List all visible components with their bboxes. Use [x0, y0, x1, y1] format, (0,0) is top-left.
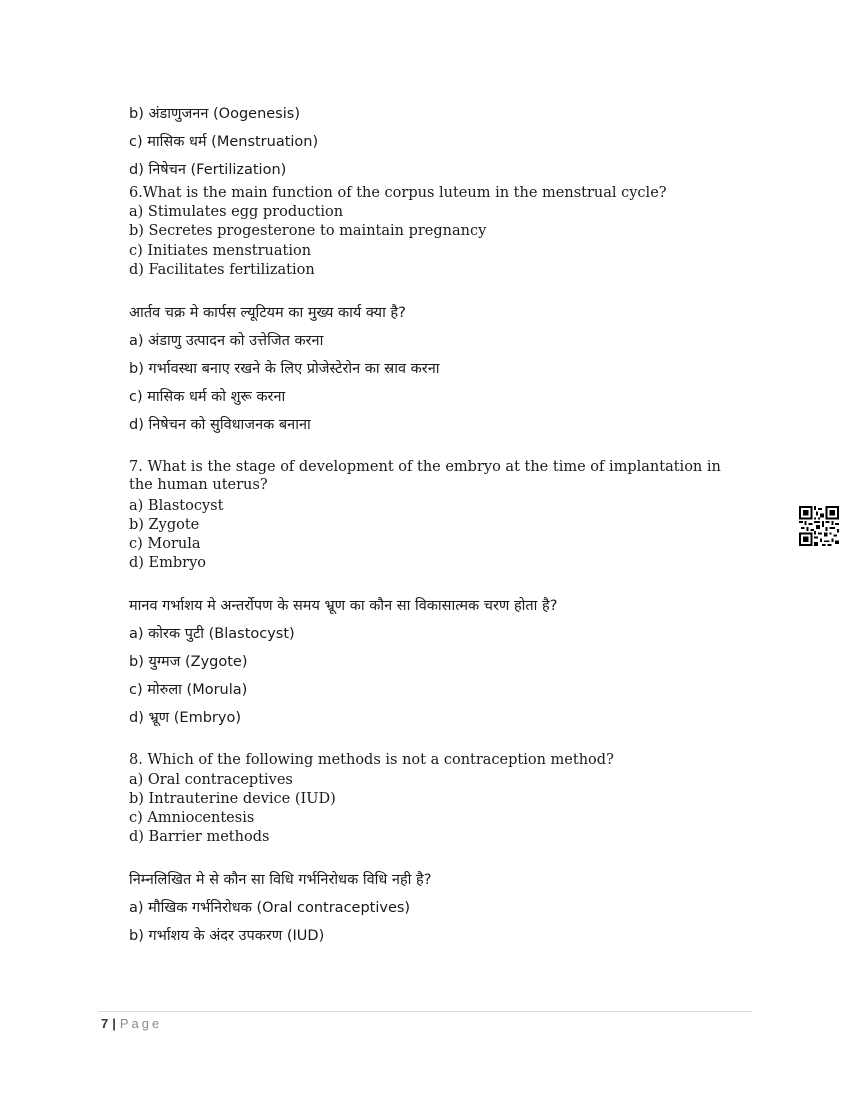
q8-option-b-hi: b) गर्भाशय के अंदर उपकरण (IUD): [129, 928, 325, 944]
q8-option-a-hi: a) मौखिक गर्भनिरोधक (Oral contraceptives): [129, 900, 411, 916]
page-number: 7: [101, 1016, 109, 1031]
q7-option-b-en: b) Zygote: [129, 517, 200, 533]
q7-option-d-hi: d) भ्रूण (Embryo): [129, 710, 241, 726]
q7-question-en: 7. What is the stage of development of the embryo at the time of implantation in the human uterus?: [129, 459, 721, 493]
q6-option-d-hi: d) निषेचन को सुविधाजनक बनाना: [129, 417, 311, 433]
q6-question-en: 6.What is the main function of the corpus luteum in the menstrual cycle?: [129, 185, 667, 201]
footer-separator: |: [112, 1016, 116, 1031]
q6-option-b-en: b) Secretes progesterone to maintain pregnancy: [129, 223, 487, 239]
q7-question-hi: मानव गर्भाशय मे अन्तर्रोपण के समय भ्रूण का कौन सा विकासात्मक चरण होता है?: [129, 598, 558, 614]
q6-option-d-en: d) Facilitates fertilization: [129, 262, 315, 278]
footer-divider: [98, 1011, 752, 1012]
q6-option-c-hi: c) मासिक धर्म को शुरू करना: [129, 389, 286, 405]
q7-option-a-hi: a) कोरक पुटी (Blastocyst): [129, 626, 295, 642]
q8-option-b-en: b) Intrauterine device (IUD): [129, 791, 336, 807]
q5-option-d-hi: d) निषेचन (Fertilization): [129, 162, 287, 178]
q8-option-c-en: c) Amniocentesis: [129, 810, 255, 826]
q8-option-d-en: d) Barrier methods: [129, 829, 270, 845]
q7-option-c-hi: c) मोरुला (Morula): [129, 682, 248, 698]
page-label: Page: [119, 1016, 163, 1031]
q5-option-b-hi: b) अंडाणुजनन (Oogenesis): [129, 106, 300, 122]
q6-option-a-hi: a) अंडाणु उत्पादन को उत्तेजित करना: [129, 333, 324, 349]
q7-option-b-hi: b) युग्मज (Zygote): [129, 654, 248, 670]
q8-question-en: 8. Which of the following methods is not a contraception method?: [129, 752, 614, 768]
q6-question-hi: आर्तव चक्र मे कार्पस ल्यूटियम का मुख्य कार्य क्या है?: [129, 305, 406, 321]
q7-option-d-en: d) Embryo: [129, 555, 207, 571]
q7-option-c-en: c) Morula: [129, 536, 201, 552]
page-footer: [101, 1016, 162, 1031]
q6-option-b-hi: b) गर्भावस्था बनाए रखने के लिए प्रोजेस्टेरोन का स्राव करना: [129, 361, 440, 377]
q7-option-a-en: a) Blastocyst: [129, 498, 224, 514]
qr-code-icon: [799, 506, 839, 546]
q8-question-hi: निम्नलिखित मे से कौन सा विधि गर्भनिरोधक विधि नही है?: [129, 872, 432, 888]
q6-option-c-en: c) Initiates menstruation: [129, 243, 312, 259]
q8-option-a-en: a) Oral contraceptives: [129, 772, 293, 788]
q6-option-a-en: a) Stimulates egg production: [129, 204, 344, 220]
q5-option-c-hi: c) मासिक धर्म (Menstruation): [129, 134, 319, 150]
